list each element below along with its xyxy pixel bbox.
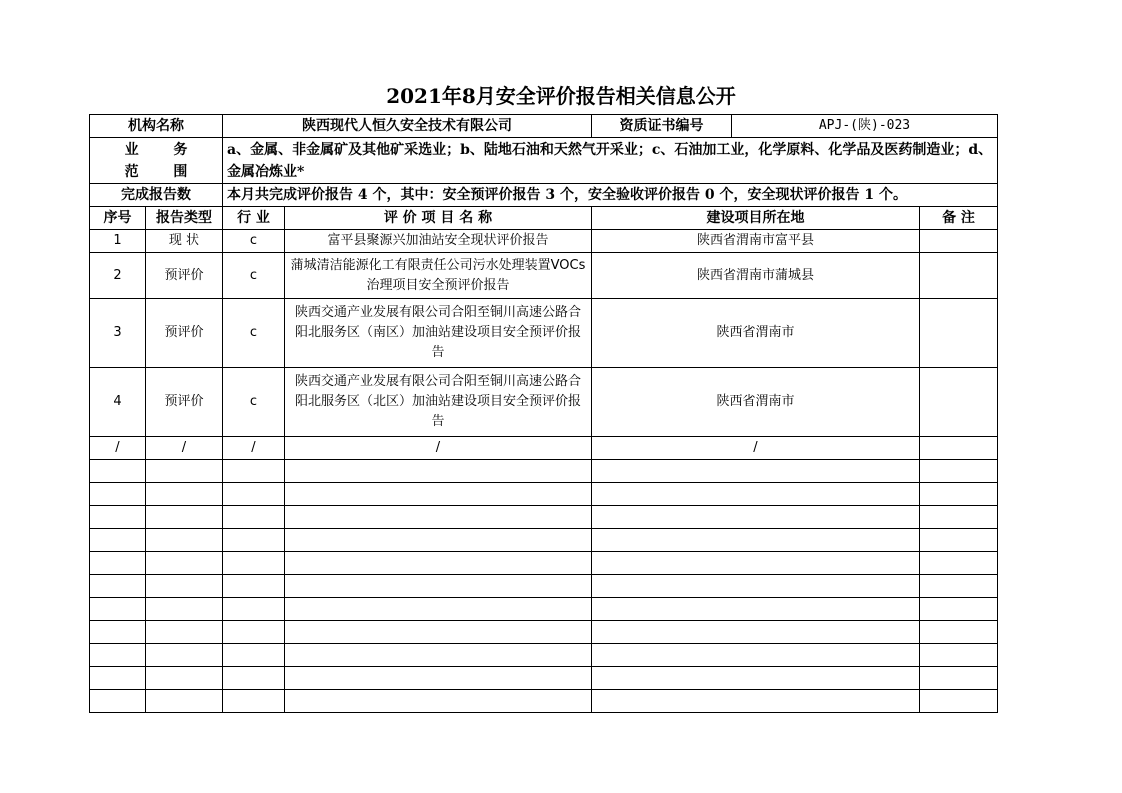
row-location: / [592, 437, 920, 460]
row-industry: c [223, 230, 285, 253]
empty-cell [592, 621, 920, 644]
col-project: 评 价 项 目 名 称 [285, 207, 592, 230]
empty-cell [285, 575, 592, 598]
empty-cell [920, 529, 998, 552]
empty-row [90, 621, 998, 644]
empty-cell [920, 483, 998, 506]
empty-cell [146, 621, 223, 644]
row-seq: 2 [90, 253, 146, 299]
scope-value: a、金属、非金属矿及其他矿采选业；b、陆地石油和天然气开采业；c、石油加工业，化学原料、化学品及医药制造业；d、金属冶炼业* [223, 138, 998, 184]
row-industry: / [223, 437, 285, 460]
empty-cell [90, 483, 146, 506]
empty-cell [90, 575, 146, 598]
row-remark [920, 437, 998, 460]
empty-cell [146, 460, 223, 483]
empty-cell [920, 621, 998, 644]
empty-cell [592, 598, 920, 621]
empty-row [90, 644, 998, 667]
empty-cell [920, 690, 998, 713]
empty-cell [90, 506, 146, 529]
table-row [90, 437, 998, 460]
col-remark: 备 注 [920, 207, 998, 230]
table-row [90, 230, 998, 253]
empty-row [90, 667, 998, 690]
empty-cell [90, 598, 146, 621]
empty-cell [146, 552, 223, 575]
empty-cell [285, 690, 592, 713]
empty-cell [592, 644, 920, 667]
empty-cell [920, 506, 998, 529]
empty-cell [920, 598, 998, 621]
empty-cell [90, 529, 146, 552]
empty-row [90, 575, 998, 598]
empty-row [90, 690, 998, 713]
row-project: 蒲城清洁能源化工有限责任公司污水处理装置VOCs 治理项目安全预评价报告 [285, 253, 592, 299]
empty-cell [90, 667, 146, 690]
empty-cell [592, 460, 920, 483]
empty-cell [592, 575, 920, 598]
empty-cell [223, 598, 285, 621]
empty-cell [146, 690, 223, 713]
row-remark [920, 368, 998, 437]
row-location: 陕西省渭南市 [592, 368, 920, 437]
empty-cell [285, 667, 592, 690]
empty-cell [146, 575, 223, 598]
empty-cell [223, 552, 285, 575]
empty-cell [285, 621, 592, 644]
empty-cell [285, 529, 592, 552]
cert-value: APJ-(陕)-023 [732, 115, 998, 138]
empty-row [90, 529, 998, 552]
scope-label [90, 138, 223, 184]
row-seq: / [90, 437, 146, 460]
empty-cell [146, 667, 223, 690]
empty-cell [592, 552, 920, 575]
empty-cell [223, 621, 285, 644]
empty-cell [223, 506, 285, 529]
row-type: / [146, 437, 223, 460]
row-location: 陕西省渭南市富平县 [592, 230, 920, 253]
empty-cell [90, 690, 146, 713]
row-seq: 3 [90, 299, 146, 368]
empty-cell [146, 644, 223, 667]
empty-cell [285, 552, 592, 575]
empty-cell [223, 483, 285, 506]
row-industry: c [223, 299, 285, 368]
empty-cell [223, 667, 285, 690]
empty-cell [285, 644, 592, 667]
empty-cell [90, 460, 146, 483]
table-row [90, 299, 998, 368]
row-project: 陕西交通产业发展有限公司合阳至铜川高速公路合阳北服务区（南区）加油站建设项目安全预评价报告 [285, 299, 592, 368]
empty-cell [223, 575, 285, 598]
org-name-value: 陕西现代人恒久安全技术有限公司 [223, 115, 592, 138]
empty-cell [285, 483, 592, 506]
empty-cell [285, 598, 592, 621]
empty-cell [920, 460, 998, 483]
col-industry: 行 业 [223, 207, 285, 230]
report-table [89, 114, 998, 713]
empty-cell [223, 690, 285, 713]
completed-label: 完成报告数 [90, 184, 223, 207]
row-remark [920, 299, 998, 368]
col-seq: 序号 [90, 207, 146, 230]
row-type: 预评价 [146, 368, 223, 437]
table-row [90, 253, 998, 299]
empty-cell [285, 460, 592, 483]
empty-row [90, 506, 998, 529]
scope-label-line1: 业 务 [124, 141, 188, 158]
cert-label: 资质证书编号 [592, 115, 732, 138]
row-remark [920, 230, 998, 253]
row-project: / [285, 437, 592, 460]
row-location: 陕西省渭南市 [592, 299, 920, 368]
empty-row [90, 483, 998, 506]
table-row [90, 368, 998, 437]
empty-cell [146, 506, 223, 529]
empty-cell [90, 552, 146, 575]
empty-cell [90, 621, 146, 644]
empty-cell [90, 644, 146, 667]
row-remark [920, 253, 998, 299]
empty-row [90, 460, 998, 483]
completed-value: 本月共完成评价报告 4 个，其中：安全预评价报告 3 个，安全验收评价报告 0 个，安全现状评价报告 1 个。 [223, 184, 998, 207]
empty-cell [146, 529, 223, 552]
empty-cell [223, 460, 285, 483]
empty-cell [920, 644, 998, 667]
empty-cell [592, 506, 920, 529]
empty-cell [592, 690, 920, 713]
col-type: 报告类型 [146, 207, 223, 230]
row-project: 陕西交通产业发展有限公司合阳至铜川高速公路合阳北服务区（北区）加油站建设项目安全预评价报告 [285, 368, 592, 437]
empty-cell [592, 483, 920, 506]
empty-cell [223, 644, 285, 667]
empty-cell [920, 667, 998, 690]
empty-cell [592, 529, 920, 552]
row-seq: 4 [90, 368, 146, 437]
row-type: 现 状 [146, 230, 223, 253]
row-industry: c [223, 368, 285, 437]
empty-cell [920, 552, 998, 575]
row-industry: c [223, 253, 285, 299]
org-name-label: 机构名称 [90, 115, 223, 138]
row-seq: 1 [90, 230, 146, 253]
row-type: 预评价 [146, 253, 223, 299]
empty-cell [592, 667, 920, 690]
row-location: 陕西省渭南市蒲城县 [592, 253, 920, 299]
row-project: 富平县聚源兴加油站安全现状评价报告 [285, 230, 592, 253]
empty-cell [285, 506, 592, 529]
empty-cell [223, 529, 285, 552]
col-location: 建设项目所在地 [592, 207, 920, 230]
empty-cell [146, 598, 223, 621]
page-title: 2021年8月安全评价报告相关信息公开 [386, 84, 736, 108]
empty-cell [146, 483, 223, 506]
empty-row [90, 552, 998, 575]
row-type: 预评价 [146, 299, 223, 368]
empty-row [90, 598, 998, 621]
scope-label-line2: 范 围 [124, 163, 188, 180]
empty-cell [920, 575, 998, 598]
